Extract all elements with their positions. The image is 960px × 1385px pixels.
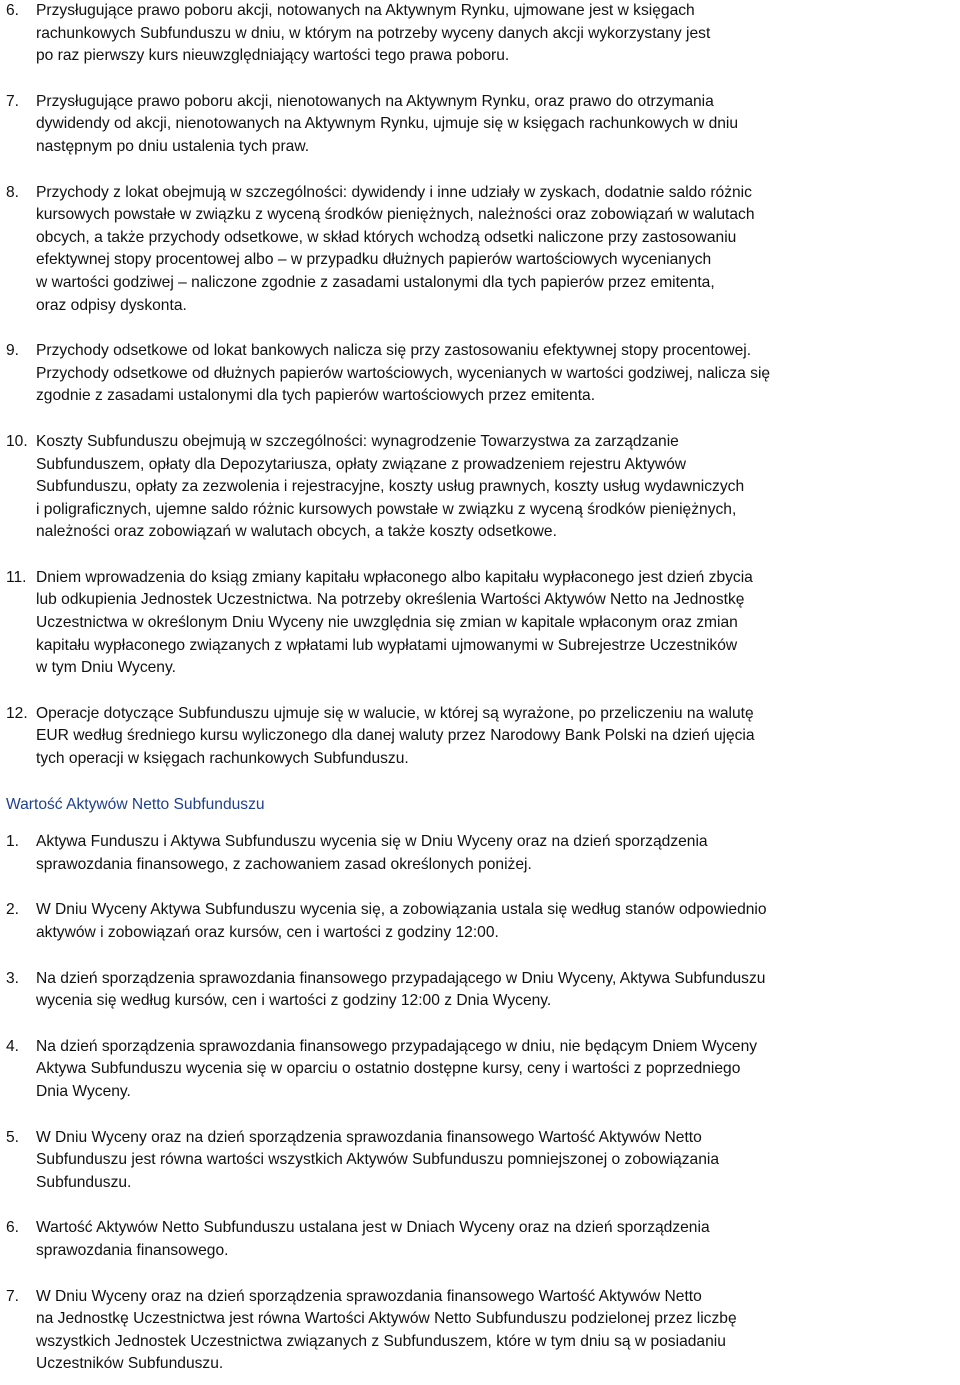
- item-text-line: tych operacji w księgach rachunkowych Subfunduszu.: [36, 750, 409, 768]
- item-text-line: W Dniu Wyceny oraz na dzień sporządzenia sprawozdania finansowego Wartość Aktywów Netto: [36, 1128, 702, 1146]
- item-number: 7.: [6, 92, 20, 110]
- item-text-line: aktywów i zobowiązań oraz kursów, cen i wartości z godziny 12:00.: [36, 924, 499, 941]
- item-number: 10.: [6, 432, 28, 450]
- item-number: 12.: [6, 704, 28, 722]
- item-text-line: należności oraz zobowiązań w walutach obcych, a także koszty odsetkowe.: [36, 523, 557, 541]
- list-item: [6, 831, 952, 876]
- item-text-line: Na dzień sporządzenia sprawozdania finansowego przypadającego w dniu, nie będącym Dniem Wyceny: [36, 1037, 758, 1055]
- item-text-line: Dnia Wyceny.: [36, 1082, 131, 1100]
- list-item: [6, 182, 952, 318]
- item-text-line: Przychody odsetkowe od lokat bankowych nalicza się przy zastosowaniu efektywnej stopy procentowej.: [36, 342, 752, 360]
- item-text-line: Aktywa Subfunduszu wycenia się w oparciu o ostatnio dostępne kursy, ceny i wartości z poprzedniego: [36, 1060, 741, 1078]
- item-text-line: Przychody odsetkowe od dłużnych papierów wartościowych, wycenianych w wartości godziwej, nalicza się: [36, 364, 771, 382]
- item-number: 8.: [6, 183, 20, 201]
- list-item: [6, 703, 952, 771]
- list-item: [6, 968, 952, 1013]
- item-number: 11.: [6, 568, 27, 586]
- item-text-line: Subfunduszu.: [36, 1173, 132, 1191]
- item-text-line: rachunkowych Subfunduszu w dniu, w którym na potrzeby wyceny danych akcji wykorzystany jest: [36, 24, 711, 42]
- item-text-line: po raz pierwszy kurs nieuwzględniający wartości tego prawa poboru.: [36, 47, 510, 65]
- item-number: 9.: [6, 342, 20, 360]
- list-item: [6, 899, 952, 944]
- item-text-line: na Jednostkę Uczestnictwa jest równa Wartości Aktywów Netto Subfunduszu podzielonej przez liczbę: [36, 1310, 737, 1328]
- item-text-line: Przysługujące prawo poboru akcji, nienotowanych na Aktywnym Rynku, oraz prawo do otrzymania: [36, 92, 714, 110]
- list-item: [6, 567, 952, 680]
- item-text-line: i poligraficznych, ujemne saldo różnic kursowych powstałe w związku z wyceną środków pieniężnych,: [36, 500, 737, 518]
- item-text-line: W Dniu Wyceny Aktywa Subfunduszu wycenia się, a zobowiązania ustala się według stanów odpowiednio: [36, 901, 767, 919]
- item-text-line: Przysługujące prawo poboru akcji, notowanych na Aktywnym Rynku, ujmowane jest w księgach: [36, 2, 695, 19]
- list-item: [6, 1286, 952, 1376]
- item-text-line: Uczestnictwa w określonym Dniu Wyceny nie uwzględnia się zmian w kapitale wpłaconym oraz zmian: [36, 614, 738, 632]
- item-text-line: sprawozdania finansowego.: [36, 1241, 229, 1259]
- list-item: [6, 1036, 952, 1104]
- item-text-line: zgodnie z zasadami ustalonymi dla tych papierów wartościowych przez emitenta.: [36, 387, 596, 405]
- item-text-line: Na dzień sporządzenia sprawozdania finansowego przypadającego w Dniu Wyceny, Aktywa Subfunduszu: [36, 969, 766, 987]
- item-text-line: Uczestników Subfunduszu.: [36, 1355, 224, 1373]
- list-item: [6, 1127, 952, 1195]
- list-item: [6, 1217, 952, 1262]
- list-item: [6, 91, 952, 159]
- accounting-rules-list: [6, 0, 952, 771]
- item-text-line: Przychody z lokat obejmują w szczególności: dywidendy i inne udziały w zyskach, dodatnie saldo różnic: [36, 183, 752, 201]
- item-number: 7.: [6, 1287, 20, 1305]
- item-text-line: efektywnej stopy procentowej albo – w przypadku dłużnych papierów wartościowych wycenianych: [36, 251, 712, 269]
- item-text-line: wycenia się według kursów, cen i wartości z godziny 12:00 z Dnia Wyceny.: [36, 992, 552, 1010]
- item-text-line: Subfunduszu, opłaty za zezwolenia i rejestracyjne, koszty usług prawnych, koszty usług wydawniczych: [36, 478, 745, 496]
- item-number: 6.: [6, 1219, 20, 1237]
- item-text-line: wszystkich Jednostek Uczestnictwa związanych z Subfunduszem, które w tym dniu są w posiadaniu: [36, 1332, 726, 1350]
- item-text-line: kursowych powstałe w związku z wyceną środków pieniężnych, należności oraz zobowiązań w walutach: [36, 206, 755, 224]
- item-text-line: następnym po dniu ustalenia tych praw.: [36, 137, 310, 155]
- item-number: 2.: [6, 901, 20, 919]
- item-text-line: W Dniu Wyceny oraz na dzień sporządzenia sprawozdania finansowego Wartość Aktywów Netto: [36, 1287, 702, 1305]
- item-number: 5.: [6, 1128, 20, 1146]
- item-number: 3.: [6, 969, 20, 987]
- item-text-line: lub odkupienia Jednostek Uczestnictwa. Na potrzeby określenia Wartości Aktywów Netto na Jednostkę: [36, 591, 745, 609]
- item-text-line: obcych, a także przychody odsetkowe, w skład których wchodzą odsetki naliczone przy zastosowaniu: [36, 228, 737, 246]
- section-heading: Wartość Aktywów Netto Subfunduszu: [6, 795, 265, 813]
- item-text-line: Subfunduszu jest równa wartości wszystkich Aktywów Subfunduszu pomniejszonej o zobowiązania: [36, 1151, 720, 1169]
- net-asset-value-list: [6, 831, 952, 1376]
- item-number: 6.: [6, 2, 20, 19]
- list-item: [6, 431, 952, 544]
- item-number: 4.: [6, 1037, 20, 1055]
- item-text-line: Koszty Subfunduszu obejmują w szczególności: wynagrodzenie Towarzystwa za zarządzanie: [36, 432, 679, 450]
- list-item: [6, 340, 952, 408]
- item-text-line: Aktywa Funduszu i Aktywa Subfunduszu wycenia się w Dniu Wyceny oraz na dzień sporządzenia: [36, 833, 708, 851]
- item-text-line: w tym Dniu Wyceny.: [36, 659, 176, 677]
- item-text-line: Wartość Aktywów Netto Subfunduszu ustalana jest w Dniach Wyceny oraz na dzień sporządzenia: [36, 1219, 710, 1237]
- list-item: [6, 0, 952, 68]
- item-text-line: Operacje dotyczące Subfunduszu ujmuje się w walucie, w której są wyrażone, po przeliczeniu na walutę: [36, 704, 754, 722]
- item-text-line: kapitału wypłaconego związanych z wpłatami lub wypłatami ujmowanymi w Subrejestrze Uczestników: [36, 636, 738, 654]
- item-text-line: oraz odpisy dyskonta.: [36, 296, 187, 314]
- item-number: 1.: [6, 833, 20, 851]
- item-text-line: w wartości godziwej – naliczone zgodnie z zasadami ustalonymi dla tych papierów przez emitenta,: [36, 273, 715, 291]
- item-text-line: dywidendy od akcji, nienotowanych na Aktywnym Rynku, ujmuje się w księgach rachunkowych w dniu: [36, 115, 739, 133]
- item-text-line: Dniem wprowadzenia do ksiąg zmiany kapitału wpłaconego albo kapitału wypłaconego jest dzień zbycia: [36, 568, 753, 586]
- item-text-line: Subfunduszem, opłaty dla Depozytariusza, opłaty związane z prowadzeniem rejestru Aktywów: [36, 455, 687, 473]
- item-text-line: sprawozdania finansowego, z zachowaniem zasad określonych poniżej.: [36, 855, 532, 873]
- item-text-line: EUR według średniego kursu wyliczonego dla danej waluty przez Narodowy Bank Polski na dzień ujęcia: [36, 727, 755, 745]
